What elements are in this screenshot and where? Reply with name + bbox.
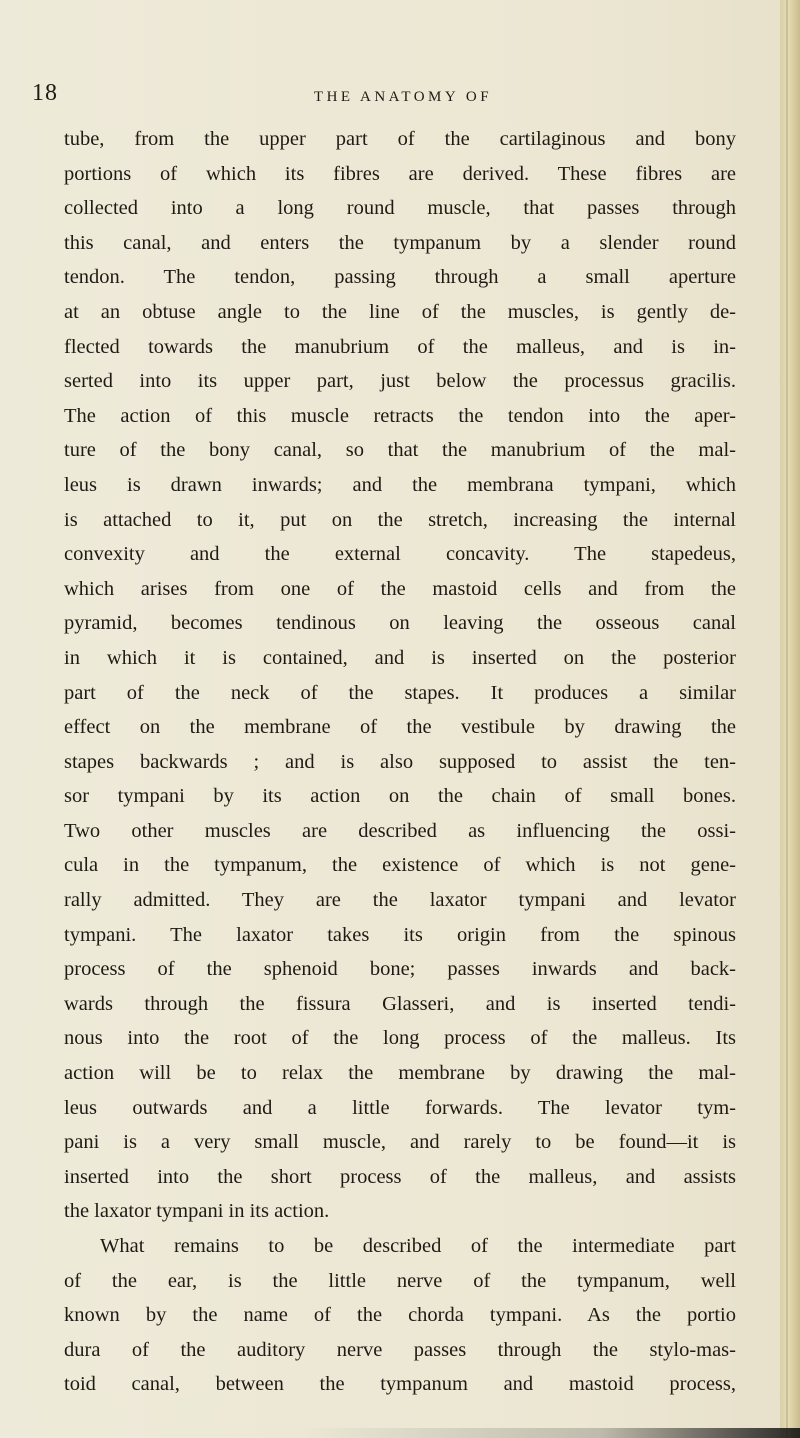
text-line: convexity and the external concavity. The stapedeus, (64, 543, 736, 566)
text-line: action will be to relax the membrane by drawing the mal- (64, 1062, 736, 1085)
text-line: tympani. The laxator takes its origin from the spinous (64, 923, 736, 946)
text-line: at an obtuse angle to the line of the muscles, is gently de- (64, 300, 736, 323)
text-line: sor tympani by its action on the chain of small bones. (64, 785, 736, 808)
text-line: of the ear, is the little nerve of the tympanum, well (64, 1269, 736, 1292)
text-line: nous into the root of the long process of the malleus. Its (64, 1027, 736, 1050)
text-line: inserted into the short process of the malleus, and assists (64, 1165, 736, 1188)
text-line: part of the neck of the stapes. It produces a similar (64, 681, 736, 704)
text-line: dura of the auditory nerve passes through the stylo-mas- (64, 1338, 736, 1361)
text-line: stapes backwards ; and is also supposed to assist the ten- (64, 750, 736, 773)
running-head: THE ANATOMY OF (313, 89, 493, 105)
text-line: which arises from one of the mastoid cells and from the (64, 577, 736, 600)
text-line: What remains to be described of the intermediate part (100, 1235, 736, 1257)
text-line: cula in the tympanum, the existence of which is not gene- (64, 854, 736, 877)
text-line: flected towards the manubrium of the malleus, and is in- (64, 335, 736, 358)
body-text (64, 122, 736, 1402)
text-line: serted into its upper part, just below the processus gracilis. (64, 370, 736, 393)
page-edge (780, 0, 800, 1438)
text-line: known by the name of the chorda tympani. As the portio (64, 1304, 736, 1327)
text-line: toid canal, between the tympanum and mastoid process, (64, 1373, 736, 1396)
text-line: this canal, and enters the tympanum by a slender round (64, 231, 736, 254)
text-line: process of the sphenoid bone; passes inwards and back- (64, 958, 736, 981)
text-line: tube, from the upper part of the cartilaginous and bony (64, 128, 736, 150)
text-line: leus outwards and a little forwards. The levator tym- (64, 1096, 736, 1119)
text-line: is attached to it, put on the stretch, increasing the internal (64, 508, 736, 531)
text-line: ture of the bony canal, so that the manubrium of the mal- (64, 439, 736, 462)
text-line: effect on the membrane of the vestibule by drawing the (64, 716, 736, 739)
text-line: pani is a very small muscle, and rarely to be found—it is (64, 1131, 736, 1154)
text-line: tendon. The tendon, passing through a small aperture (64, 266, 736, 289)
text-line: the laxator tympani in its action. (64, 1200, 330, 1223)
text-line: The action of this muscle retracts the tendon into the aper- (64, 404, 736, 427)
text-line: portions of which its fibres are derived. These fibres are (64, 162, 736, 185)
page-number: 18 (32, 80, 58, 106)
text-line: in which it is contained, and is inserted on the posterior (64, 646, 736, 669)
page-bottom-shadow (300, 1428, 800, 1438)
text-line: Two other muscles are described as influencing the ossi- (64, 819, 736, 842)
text-line: collected into a long round muscle, that passes through (64, 197, 736, 220)
text-line: rally admitted. They are the laxator tympani and levator (64, 889, 736, 912)
text-line: wards through the fissura Glasseri, and is inserted tendi- (64, 992, 736, 1015)
text-line: pyramid, becomes tendinous on leaving the osseous canal (64, 612, 736, 635)
text-line: leus is drawn inwards; and the membrana tympani, which (64, 473, 736, 496)
